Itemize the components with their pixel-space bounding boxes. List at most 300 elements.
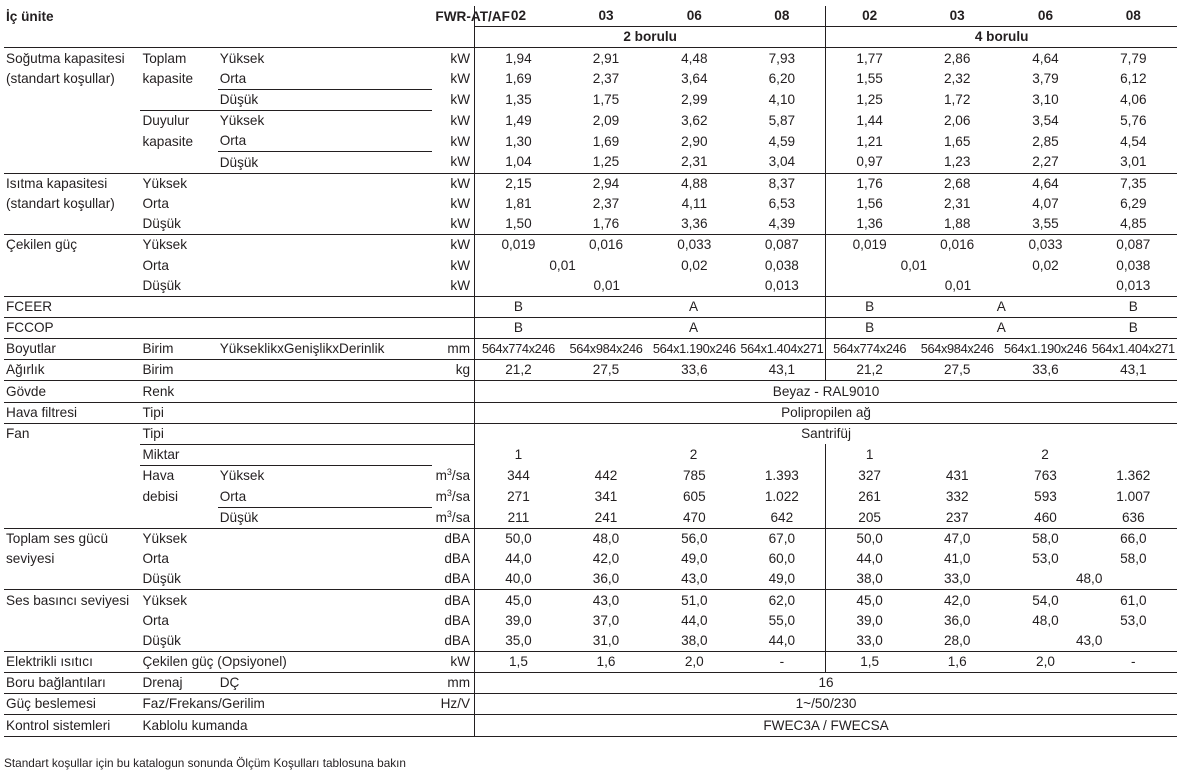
row-label: Birim [140, 339, 217, 360]
table-row [4, 235, 1177, 256]
value-cell: Polipropilen ağ [475, 402, 1177, 423]
unit-label: kW [432, 69, 474, 90]
table-row [4, 507, 1177, 528]
value-cell: 58,0 [1001, 528, 1089, 549]
unit-label: kW [432, 214, 474, 235]
group-4pipe: 4 borulu [826, 27, 1177, 48]
table-row [4, 673, 1177, 694]
value-cell: 3,64 [681, 71, 708, 87]
empty-cell [432, 296, 474, 317]
empty-cell [432, 317, 474, 338]
value-cell: 36,0 [943, 612, 971, 628]
unit-label: dBA [432, 569, 474, 590]
table-row [4, 651, 1177, 672]
value-cell: 3,36 [681, 216, 708, 232]
value-cell: 53,0 [1032, 551, 1059, 567]
value-cell: 28,0 [943, 632, 971, 648]
empty-cell [218, 235, 433, 256]
value-cell: 344 [507, 468, 530, 484]
unit-label [432, 466, 474, 487]
value-cell: 54,0 [1001, 590, 1089, 611]
value-cell: 6,53 [738, 194, 825, 214]
value-cell: 237 [945, 509, 969, 525]
value-cell: 47,0 [913, 528, 1001, 549]
value-cell: 241 [594, 509, 618, 525]
row-label: Drenaj [140, 673, 217, 694]
value-cell: 0,038 [1116, 257, 1151, 273]
value-cell: 470 [682, 509, 706, 525]
table-row [4, 110, 1177, 131]
value-cell: 460 [1034, 509, 1057, 525]
value-cell: A [913, 317, 1090, 338]
row-label: Orta [219, 133, 247, 149]
unit-label: kW [432, 235, 474, 256]
unit-label: mm [432, 339, 474, 360]
value-cell: 67,0 [738, 528, 825, 549]
value-cell: 1,35 [505, 92, 532, 108]
value-cell: 33,6 [650, 360, 738, 381]
value-cell: 1,49 [505, 112, 532, 128]
value-cell: 564x984x246 [913, 339, 1001, 360]
value-cell: Santrifüj [475, 423, 1177, 444]
value-cell: 0,033 [1001, 235, 1089, 256]
row-label: Gövde [4, 381, 140, 402]
value-cell: 605 [682, 488, 706, 504]
value-cell: 564x1.404x271 [738, 339, 825, 360]
value-cell: 2,86 [913, 48, 1001, 69]
empty-cell [4, 214, 140, 235]
table-row [4, 194, 1177, 214]
unit-label: kg [432, 360, 474, 381]
empty-cell [432, 381, 474, 402]
empty-cell [218, 528, 433, 549]
value-cell: 1,55 [856, 71, 883, 87]
row-label: Miktar [140, 444, 217, 465]
unit-label: kW [432, 255, 474, 275]
row-label: Çekilen güç [4, 235, 140, 256]
value-cell: 37,0 [592, 612, 620, 628]
unit-label: dBA [432, 631, 474, 652]
value-cell: A [562, 296, 826, 317]
value-cell: 45,0 [475, 590, 562, 611]
row-label: (standart koşullar) [6, 195, 115, 211]
row-label: Orta [219, 488, 247, 504]
model-header: 08 [1090, 6, 1177, 27]
value-cell: 38,0 [681, 632, 708, 648]
value-cell: 1,25 [856, 92, 883, 108]
unit-label: dBA [432, 549, 474, 569]
empty-cell [432, 27, 474, 48]
value-cell: 564x1.190x246 [1001, 339, 1089, 360]
value-cell: 564x984x246 [562, 339, 650, 360]
row-label: Isıtma kapasitesi [4, 173, 140, 194]
value-cell: 4,06 [1120, 92, 1147, 108]
value-cell: 3,62 [681, 112, 708, 128]
table-row [4, 590, 1177, 611]
value-cell: 2,27 [1032, 154, 1059, 170]
table-row [4, 152, 1177, 173]
value-cell: 35,0 [505, 632, 532, 648]
unit-label [432, 507, 474, 528]
empty-cell [4, 89, 140, 110]
value-cell: 43,1 [738, 360, 825, 381]
value-cell: 2,37 [592, 71, 620, 87]
value-cell: 0,01 [593, 277, 620, 293]
value-cell: 4,64 [1001, 48, 1089, 69]
table-row [4, 528, 1177, 549]
row-label: Boru bağlantıları [4, 673, 140, 694]
value-cell: 1,30 [505, 133, 532, 149]
unit-base: m [435, 509, 447, 525]
footnote: Standart koşullar için bu katalogun sonunda Ölçüm Koşulları tablosuna bakın [4, 756, 406, 770]
row-label: FCCOP [4, 317, 140, 338]
value-cell: 2,31 [943, 195, 971, 211]
unit-label: kW [432, 275, 474, 296]
empty-cell [432, 715, 474, 736]
unit-label: kW [432, 131, 474, 152]
value-cell: 2,90 [681, 133, 708, 149]
value-cell: 205 [858, 509, 881, 525]
row-label: debisi [142, 488, 178, 504]
unit-label: kW [432, 110, 474, 131]
value-cell: 4,39 [738, 214, 825, 235]
empty-cell [218, 610, 433, 630]
value-cell: 53,0 [1120, 612, 1147, 628]
unit-label: kW [432, 173, 474, 194]
value-cell: 0,01 [549, 257, 576, 273]
value-cell: 55,0 [738, 610, 825, 630]
table-row [4, 173, 1177, 194]
value-cell: 50,0 [826, 528, 913, 549]
empty-cell [218, 214, 433, 235]
empty-cell [218, 590, 433, 611]
empty-cell [4, 631, 140, 652]
empty-cell [218, 569, 433, 590]
table-row [4, 610, 1177, 630]
value-cell: 43,0 [562, 590, 650, 611]
table-row [4, 255, 1177, 275]
value-cell: 271 [507, 488, 530, 504]
value-cell: 642 [738, 507, 825, 528]
value-cell: 4,07 [1032, 195, 1059, 211]
value-cell: 2,85 [1032, 133, 1059, 149]
value-cell: 0,087 [738, 235, 825, 256]
value-cell: 7,35 [1090, 173, 1177, 194]
value-cell: 38,0 [856, 571, 883, 587]
row-label: Ses basıncı seviyesi [4, 590, 140, 611]
row-label: Yüksek [218, 466, 433, 487]
value-cell: 62,0 [738, 590, 825, 611]
empty-cell [140, 317, 217, 338]
table-row [4, 423, 1177, 444]
value-cell: 0,013 [1116, 277, 1151, 293]
value-cell: 564x774x246 [475, 339, 562, 360]
value-cell: Beyaz - RAL9010 [475, 381, 1177, 402]
table-row [4, 694, 1177, 715]
value-cell: 0,019 [475, 235, 562, 256]
empty-cell [4, 507, 140, 528]
empty-cell [218, 444, 433, 465]
value-cell: 2,15 [475, 173, 562, 194]
value-cell: 2,37 [592, 195, 620, 211]
value-cell: 4,54 [1120, 133, 1147, 149]
value-cell: 56,0 [650, 528, 738, 549]
table-row [4, 486, 1177, 507]
group-2pipe: 2 borulu [475, 27, 826, 48]
value-cell: B [826, 296, 913, 317]
value-cell: 48,0 [562, 528, 650, 549]
value-cell: 5,76 [1120, 112, 1147, 128]
empty-cell [218, 549, 433, 569]
empty-cell [4, 27, 432, 48]
value-cell: 2,31 [681, 154, 708, 170]
value-cell: 3,04 [738, 152, 825, 173]
row-label: FCEER [4, 296, 140, 317]
value-cell: 1,88 [943, 216, 971, 232]
value-cell: 48,0 [1075, 571, 1103, 587]
value-cell: 1.393 [738, 466, 825, 487]
value-cell: 327 [858, 468, 881, 484]
model-header: 02 [475, 6, 562, 27]
value-cell: 0,038 [738, 255, 825, 275]
row-label: Ağırlık [4, 360, 140, 381]
value-cell: 4,48 [650, 48, 738, 69]
value-cell: 43,1 [1090, 360, 1177, 381]
empty-cell [4, 444, 140, 465]
value-cell: - [738, 651, 825, 672]
row-label: Hava [140, 466, 217, 487]
row-label: YükseklikxGenişlikxDerinlik [218, 339, 433, 360]
table-row [4, 360, 1177, 381]
empty-cell [432, 402, 474, 423]
row-label: Kontrol sistemleri [4, 715, 140, 736]
value-cell: 2 [562, 444, 826, 465]
value-cell: 39,0 [505, 612, 532, 628]
table-row [4, 214, 1177, 235]
unit-tail: /sa [451, 488, 471, 504]
value-cell: 16 [475, 673, 1177, 694]
value-cell: 49,0 [681, 551, 708, 567]
value-cell: 4,88 [650, 173, 738, 194]
row-label: Yüksek [218, 48, 433, 69]
value-cell: 4,85 [1120, 216, 1147, 232]
table-row [4, 402, 1177, 423]
value-cell: FWEC3A / FWECSA [475, 715, 1177, 736]
unit-base: m [435, 488, 447, 504]
value-cell: 1,69 [505, 71, 532, 87]
empty-cell [432, 444, 474, 465]
row-label: (standart koşullar) [6, 71, 115, 87]
row-label: Fan [4, 423, 140, 444]
row-label: kapasite [142, 71, 194, 87]
model-header: 08 [738, 6, 825, 27]
table-row [4, 444, 1177, 465]
value-cell: 41,0 [943, 551, 971, 567]
value-cell: 42,0 [913, 590, 1001, 611]
value-cell: 6,20 [738, 69, 825, 90]
value-cell: 0,087 [1090, 235, 1177, 256]
value-cell: 48,0 [1032, 612, 1059, 628]
empty-cell [140, 507, 217, 528]
row-label: Güç beslemesi [4, 694, 140, 715]
model-header: 06 [650, 6, 738, 27]
model-header: 03 [913, 6, 1001, 27]
row-label: Yüksek [140, 590, 217, 611]
value-cell: 0,019 [826, 235, 913, 256]
value-cell: 1,6 [562, 651, 650, 672]
value-cell: 43,0 [1075, 632, 1103, 648]
value-cell: 1,56 [856, 195, 883, 211]
value-cell: 31,0 [592, 632, 620, 648]
value-cell: 7,93 [738, 48, 825, 69]
value-cell: 1,04 [505, 154, 532, 170]
value-cell: 43,0 [681, 571, 708, 587]
row-label: Duyulur [140, 110, 217, 131]
table-row [4, 339, 1177, 360]
empty-cell [4, 275, 140, 296]
unit-tail: /sa [451, 468, 471, 484]
value-cell: 2,68 [913, 173, 1001, 194]
value-cell: B [1090, 317, 1177, 338]
value-cell: 1,5 [475, 651, 562, 672]
row-label: Soğutma kapasitesi [4, 48, 140, 69]
empty-cell [218, 423, 433, 444]
row-label: Yüksek [140, 235, 217, 256]
value-cell: 61,0 [1090, 590, 1177, 611]
value-cell: 1,36 [856, 216, 883, 232]
row-label: Faz/Frekans/Gerilim [140, 694, 432, 715]
row-label: DÇ [218, 673, 433, 694]
row-label: Birim [140, 360, 217, 381]
value-cell: B [826, 317, 913, 338]
row-label: Tipi [140, 402, 217, 423]
empty-cell [218, 296, 433, 317]
value-cell: 1,76 [592, 216, 620, 232]
unit-label: dBA [432, 610, 474, 630]
empty-cell [4, 569, 140, 590]
row-label: Orta [142, 195, 169, 211]
row-label: Tipi [140, 423, 217, 444]
value-cell: 0,033 [650, 235, 738, 256]
value-cell: - [1090, 651, 1177, 672]
value-cell: 2,09 [592, 112, 620, 128]
value-cell: 1,72 [943, 92, 971, 108]
row-label: Orta [142, 551, 169, 567]
empty-cell [218, 255, 433, 275]
empty-cell [140, 89, 217, 110]
table-row [4, 715, 1177, 736]
value-cell: 7,79 [1090, 48, 1177, 69]
row-label: Hava filtresi [4, 402, 140, 423]
value-cell: 1~/50/230 [475, 694, 1177, 715]
table-row [4, 466, 1177, 487]
empty-cell [218, 360, 433, 381]
value-cell: 0,97 [856, 154, 883, 170]
value-cell: 593 [1034, 488, 1057, 504]
table-row [4, 381, 1177, 402]
value-cell: 4,64 [1001, 173, 1089, 194]
value-cell: A [562, 317, 826, 338]
empty-cell [218, 631, 433, 652]
table-title: İç ünite [6, 8, 54, 24]
value-cell: 40,0 [505, 571, 532, 587]
value-cell: 44,0 [738, 631, 825, 652]
row-label: Yüksek [140, 173, 217, 194]
value-cell: 1,5 [826, 651, 913, 672]
model-label: FWR-AT/AF [432, 6, 474, 27]
value-cell: 2,0 [1001, 651, 1089, 672]
value-cell: 49,0 [738, 569, 825, 590]
value-cell: 3,79 [1032, 71, 1059, 87]
value-cell: 332 [945, 488, 969, 504]
value-cell: 2,91 [562, 48, 650, 69]
empty-cell [4, 486, 140, 507]
value-cell: 51,0 [650, 590, 738, 611]
value-cell: B [1090, 296, 1177, 317]
row-label: Düşük [218, 507, 433, 528]
unit-label: Hz/V [432, 694, 474, 715]
value-cell: 8,37 [738, 173, 825, 194]
value-cell: 5,87 [738, 110, 825, 131]
table-row [4, 48, 1177, 69]
table-row [4, 549, 1177, 569]
empty-cell [218, 402, 433, 423]
value-cell: 27,5 [913, 360, 1001, 381]
value-cell: 27,5 [562, 360, 650, 381]
value-cell: 44,0 [681, 612, 708, 628]
value-cell: 21,2 [475, 360, 562, 381]
unit-label: kW [432, 194, 474, 214]
row-label: Renk [140, 381, 217, 402]
value-cell: 564x1.404x271 [1090, 339, 1177, 360]
value-cell: 1.007 [1116, 488, 1151, 504]
table-row [4, 275, 1177, 296]
value-cell: 2 [1041, 447, 1049, 463]
value-cell: 4,10 [738, 89, 825, 110]
value-cell: 4,11 [681, 195, 708, 211]
row-label: Düşük [142, 277, 181, 293]
header-row [4, 27, 1177, 48]
row-label: Orta [219, 70, 247, 86]
value-cell: 1,76 [826, 173, 913, 194]
row-label: Düşük [218, 152, 433, 173]
unit-label: kW [432, 152, 474, 173]
empty-cell [218, 275, 433, 296]
row-label: Düşük [218, 89, 433, 110]
value-cell: 2,32 [943, 71, 971, 87]
model-header: 06 [1001, 6, 1089, 27]
empty-cell [432, 423, 474, 444]
table-row [4, 631, 1177, 652]
row-label: Çekilen güç (Opsiyonel) [140, 651, 432, 672]
value-cell: 442 [594, 468, 618, 484]
empty-cell [218, 381, 433, 402]
row-label: Toplam ses gücü [4, 528, 140, 549]
table-row [4, 131, 1177, 152]
unit-base: m [435, 468, 447, 484]
row-label: Düşük [142, 632, 181, 648]
value-cell: 50,0 [475, 528, 562, 549]
value-cell: 431 [945, 468, 969, 484]
value-cell: 2,99 [681, 92, 708, 108]
row-label: Düşük [142, 571, 181, 587]
empty-cell [4, 110, 140, 131]
value-cell: 45,0 [826, 590, 913, 611]
value-cell: 261 [858, 488, 881, 504]
value-cell: 1,65 [943, 133, 971, 149]
row-label: seviyesi [6, 551, 55, 567]
value-cell: 33,0 [856, 632, 883, 648]
